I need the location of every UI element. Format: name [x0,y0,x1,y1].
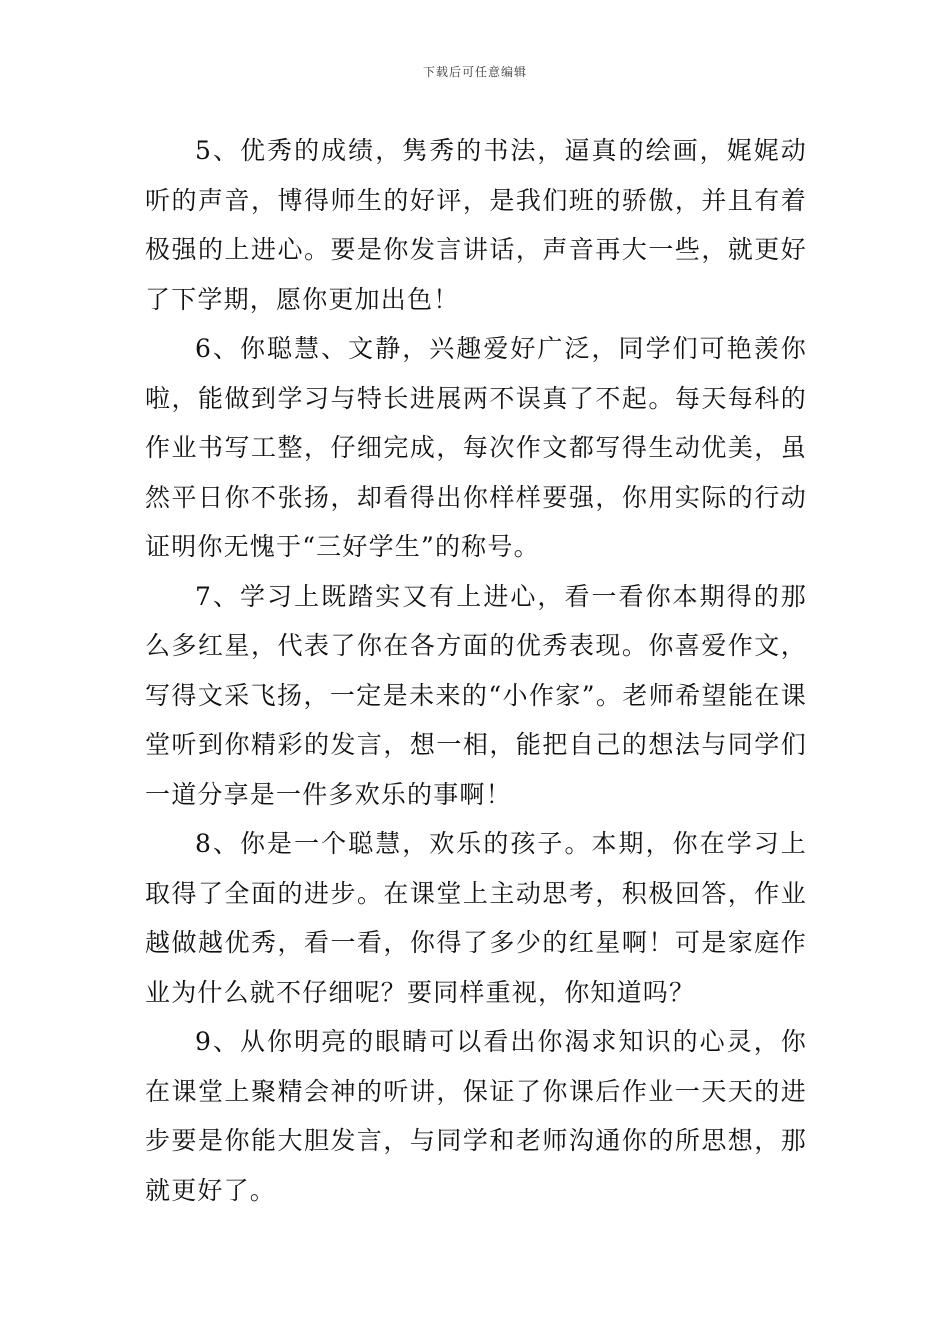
comment-paragraph-6: 6、你聪慧、文静，兴趣爱好广泛，同学们可艳羡你啦，能做到学习与特长进展两不误真了不起。每天每科的作业书写工整，仔细完成，每次作文都写得生动优美，虽然平日你不张扬，却看得出你样样要强，你用实际的行动证明你无愧于“三好学生”的称号。 [145,334,807,561]
comment-paragraph-7: 7、学习上既踏实又有上进心，看一看你本期得的那么多红星，代表了你在各方面的优秀表现。你喜爱作文，写得文采飞扬，一定是未来的“小作家”。老师希望能在课堂听到你精彩的发言，想一相，能把自己的想法与同学们一道分享是一件多欢乐的事啊！ [145,581,807,809]
comment-paragraph-9: 9、从你明亮的眼睛可以看出你渴求知识的心灵，你在课堂上聚精会神的听讲，保证了你课后作业一天天的进步要是你能大胆发言，与同学和老师沟通你的所思想，那就更好了。 [145,1027,807,1205]
comment-paragraph-5: 5、优秀的成绩，隽秀的书法，逼真的绘画，娓娓动听的声音，博得师生的好评，是我们班的骄傲，并且有着极强的上进心。要是你发言讲话，声音再大一些，就更好了下学期，愿你更加出色！ [145,136,807,314]
document-body [145,126,807,1215]
page-header: 下载后可任意编辑 [422,65,527,79]
comment-paragraph-8: 8、你是一个聪慧，欢乐的孩子。本期，你在学习上取得了全面的进步。在课堂上主动思考，积极回答，作业越做越优秀，看一看，你得了多少的红星啊！可是家庭作业为什么就不仔细呢？要同样重视，你知道吗？ [145,829,807,1007]
